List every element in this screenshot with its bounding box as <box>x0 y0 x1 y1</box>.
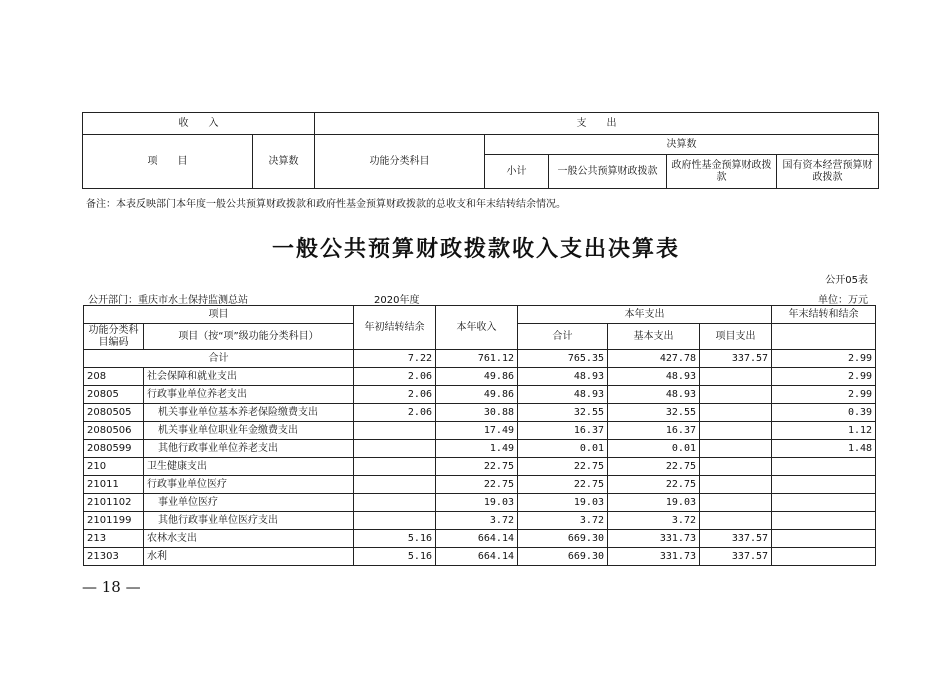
cell-begin: 5.16 <box>354 548 436 566</box>
cell-total: 22.75 <box>518 476 608 494</box>
cell-income: 664.14 <box>436 548 518 566</box>
cell-project: 337.57 <box>700 548 772 566</box>
cell-basic: 48.93 <box>608 368 700 386</box>
cell-code: 208 <box>84 368 144 386</box>
project-header: 项目支出 <box>700 324 772 350</box>
table-row <box>84 530 876 548</box>
cell-begin: 2.06 <box>354 386 436 404</box>
page-title: 一般公共预算财政拨款收入支出决算表 <box>271 237 680 262</box>
cell-code: 213 <box>84 530 144 548</box>
cell-begin <box>354 512 436 530</box>
cell-code: 2101102 <box>84 494 144 512</box>
cell-income: 664.14 <box>436 530 518 548</box>
cell-name: 事业单位医疗 <box>144 494 354 512</box>
table-row <box>84 548 876 566</box>
cell-income: 761.12 <box>436 350 518 368</box>
cell-income: 22.75 <box>436 476 518 494</box>
cell-name: 其他行政事业单位养老支出 <box>144 440 354 458</box>
expense-header: 本年支出 <box>518 306 772 324</box>
cell-name: 水利 <box>144 548 354 566</box>
cell-begin <box>354 422 436 440</box>
cell-begin <box>354 476 436 494</box>
cell-name: 农林水支出 <box>144 530 354 548</box>
cell-name: 社会保障和就业支出 <box>144 368 354 386</box>
cell-end: 1.12 <box>772 422 876 440</box>
cell-total: 22.75 <box>518 458 608 476</box>
cell-project: 337.57 <box>700 350 772 368</box>
cell-basic: 427.78 <box>608 350 700 368</box>
cell-project <box>700 494 772 512</box>
subtotal-header: 小计 <box>485 155 549 189</box>
cell-name: 其他行政事业单位医疗支出 <box>144 512 354 530</box>
cell-code: 210 <box>84 458 144 476</box>
cell-code: 2080599 <box>84 440 144 458</box>
cell-basic: 48.93 <box>608 386 700 404</box>
cell-end <box>772 548 876 566</box>
cell-end <box>772 476 876 494</box>
cell-end <box>772 458 876 476</box>
final-amount-header-2: 决算数 <box>485 135 879 155</box>
name-header: 项目（按“项”级功能分类科目） <box>144 324 354 350</box>
general-budget-header: 一般公共预算财政拨款 <box>549 155 667 189</box>
table-row <box>84 512 876 530</box>
cell-total: 48.93 <box>518 386 608 404</box>
cell-total: 16.37 <box>518 422 608 440</box>
note-text: 备注：本表反映部门本年度一般公共预算财政拨款和政府性基金预算财政拨款的总收支和年末结转结余情况。 <box>86 199 566 210</box>
cell-total: 32.55 <box>518 404 608 422</box>
table-row <box>84 368 876 386</box>
cell-income: 3.72 <box>436 512 518 530</box>
cell-basic: 16.37 <box>608 422 700 440</box>
cell-end: 2.99 <box>772 368 876 386</box>
cell-basic: 331.73 <box>608 530 700 548</box>
cell-project <box>700 368 772 386</box>
total-row <box>84 350 876 368</box>
year: 2020年度 <box>374 295 420 306</box>
total-label: 合计 <box>84 350 354 368</box>
cell-name: 行政事业单位养老支出 <box>144 386 354 404</box>
begin-balance-header: 年初结转结余 <box>354 306 436 350</box>
income-header: 收 入 <box>83 113 315 135</box>
page-number: — 18 — <box>82 578 141 596</box>
cell-income: 19.03 <box>436 494 518 512</box>
cell-end: 2.99 <box>772 386 876 404</box>
cell-begin <box>354 440 436 458</box>
cell-project: 337.57 <box>700 530 772 548</box>
cell-basic: 331.73 <box>608 548 700 566</box>
cell-project <box>700 422 772 440</box>
cell-end <box>772 512 876 530</box>
cell-project <box>700 476 772 494</box>
cell-basic: 3.72 <box>608 512 700 530</box>
cell-end: 2.99 <box>772 350 876 368</box>
cell-name: 机关事业单位职业年金缴费支出 <box>144 422 354 440</box>
cell-basic: 22.75 <box>608 458 700 476</box>
table-row <box>84 386 876 404</box>
cell-end: 1.48 <box>772 440 876 458</box>
unit: 单位：万元 <box>818 295 868 306</box>
expense-header: 支 出 <box>315 113 879 135</box>
cell-basic: 32.55 <box>608 404 700 422</box>
cell-begin: 2.06 <box>354 404 436 422</box>
cell-begin: 2.06 <box>354 368 436 386</box>
cell-project <box>700 512 772 530</box>
gov-fund-header: 政府性基金预算财政拨款 <box>667 155 777 189</box>
cell-total: 669.30 <box>518 548 608 566</box>
cell-income: 49.86 <box>436 368 518 386</box>
cell-total: 3.72 <box>518 512 608 530</box>
cell-name: 行政事业单位医疗 <box>144 476 354 494</box>
cell-income: 30.88 <box>436 404 518 422</box>
cell-project <box>700 386 772 404</box>
cell-begin <box>354 494 436 512</box>
cell-project <box>700 404 772 422</box>
total-header: 合计 <box>518 324 608 350</box>
income-header: 本年收入 <box>436 306 518 350</box>
cell-income: 1.49 <box>436 440 518 458</box>
cell-code: 21011 <box>84 476 144 494</box>
basic-header: 基本支出 <box>608 324 700 350</box>
cell-begin: 5.16 <box>354 530 436 548</box>
cell-end: 0.39 <box>772 404 876 422</box>
cell-total: 765.35 <box>518 350 608 368</box>
cell-code: 2101199 <box>84 512 144 530</box>
end-balance-blank <box>772 324 876 350</box>
state-capital-header: 国有资本经营预算财政拨款 <box>777 155 879 189</box>
table-row <box>84 494 876 512</box>
cell-basic: 19.03 <box>608 494 700 512</box>
item-header: 项目 <box>84 306 354 324</box>
end-balance-header: 年末结转和结余 <box>772 306 876 324</box>
cell-total: 669.30 <box>518 530 608 548</box>
cell-income: 17.49 <box>436 422 518 440</box>
cell-basic: 0.01 <box>608 440 700 458</box>
table-row <box>84 422 876 440</box>
cell-total: 19.03 <box>518 494 608 512</box>
table-row <box>84 404 876 422</box>
budget-table <box>83 305 876 566</box>
cell-total: 0.01 <box>518 440 608 458</box>
cell-name: 机关事业单位基本养老保险缴费支出 <box>144 404 354 422</box>
final-amount-header: 决算数 <box>253 135 315 189</box>
cell-begin: 7.22 <box>354 350 436 368</box>
table-row <box>84 458 876 476</box>
table-number: 公开05表 <box>825 275 868 286</box>
cell-project <box>700 458 772 476</box>
cell-name: 卫生健康支出 <box>144 458 354 476</box>
cell-basic: 22.75 <box>608 476 700 494</box>
cell-income: 49.86 <box>436 386 518 404</box>
item-header: 项 目 <box>83 135 253 189</box>
cell-project <box>700 440 772 458</box>
cell-end <box>772 494 876 512</box>
cell-code: 2080506 <box>84 422 144 440</box>
cell-code: 20805 <box>84 386 144 404</box>
table-row <box>84 440 876 458</box>
cell-income: 22.75 <box>436 458 518 476</box>
cell-end <box>772 530 876 548</box>
function-code-header: 功能分类科目 <box>315 135 485 189</box>
cell-begin <box>354 458 436 476</box>
code-header: 功能分类科目编码 <box>84 324 144 350</box>
previous-table-fragment <box>82 112 879 189</box>
cell-code: 2080505 <box>84 404 144 422</box>
cell-code: 21303 <box>84 548 144 566</box>
cell-total: 48.93 <box>518 368 608 386</box>
table-row <box>84 476 876 494</box>
department: 公开部门：重庆市水土保持监测总站 <box>88 295 248 306</box>
